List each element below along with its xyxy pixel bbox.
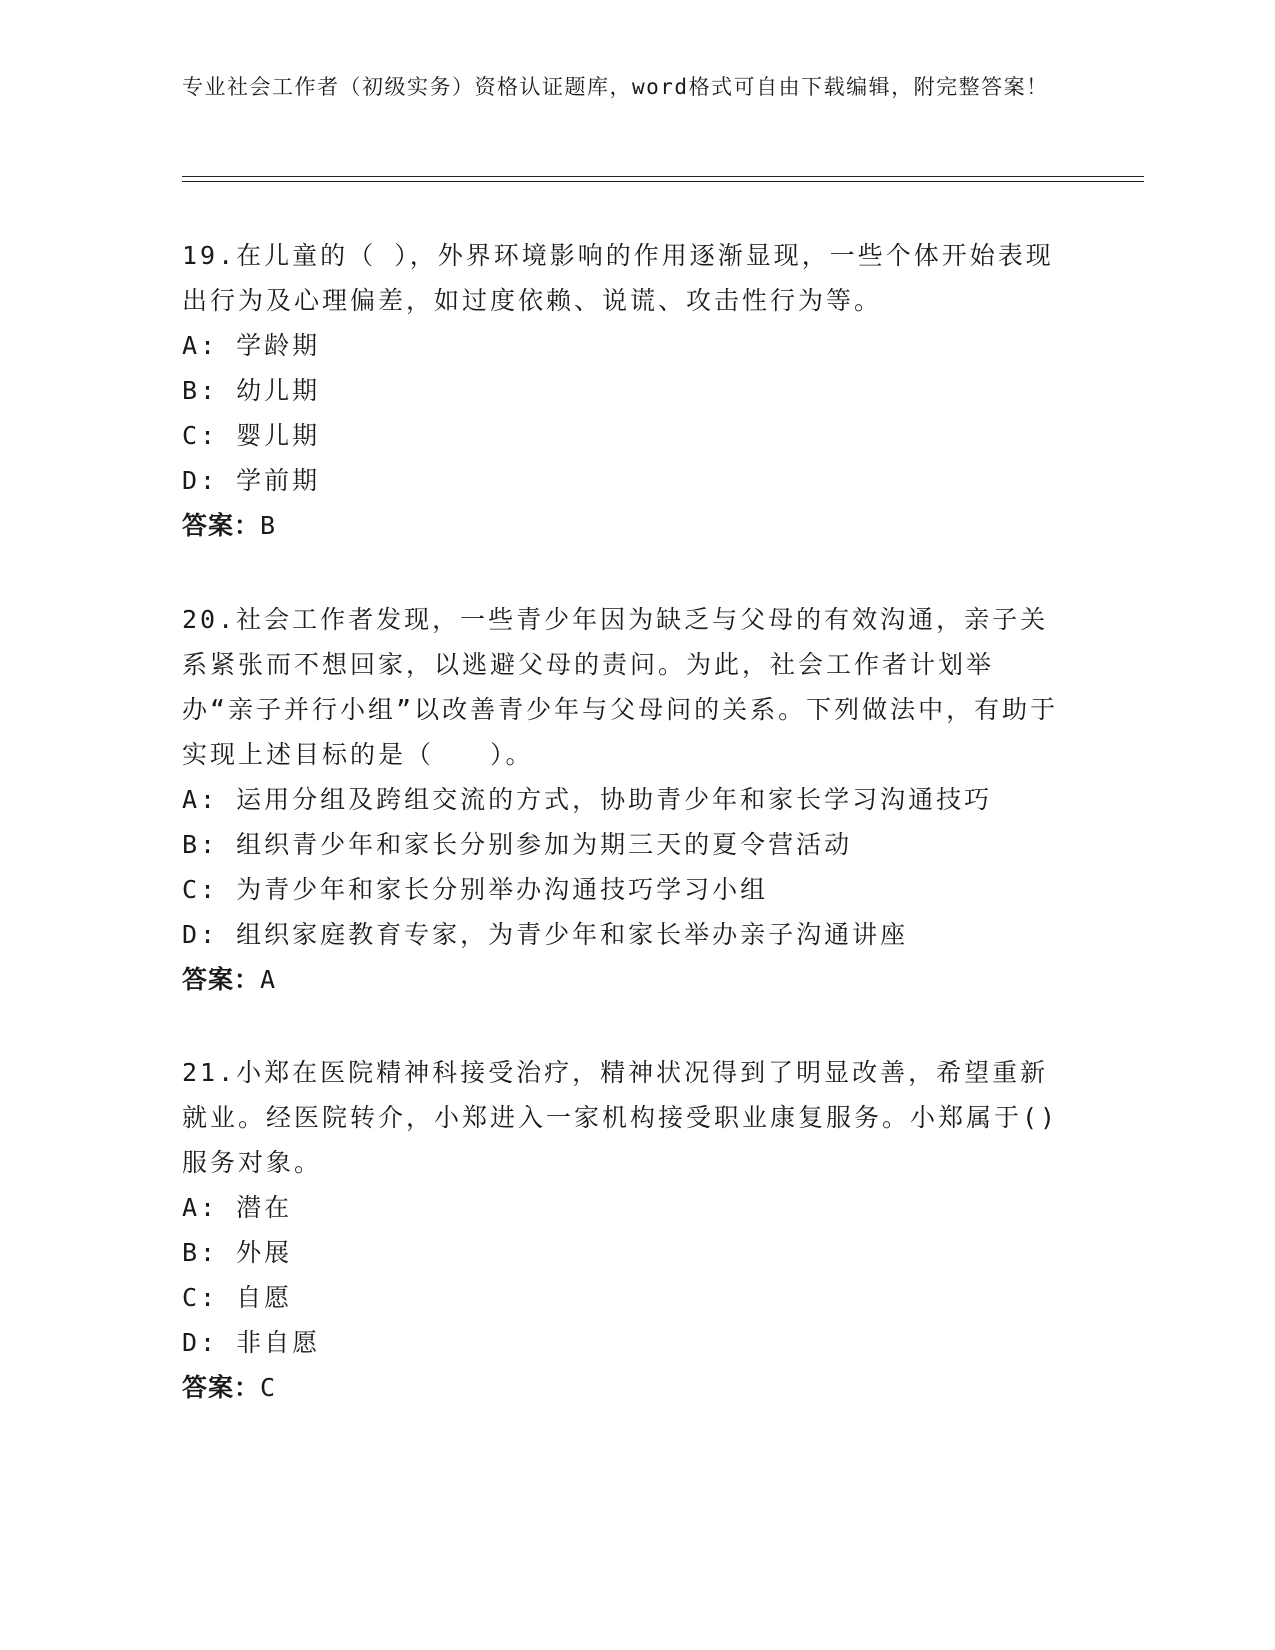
option-d: D: 学前期 [182, 466, 321, 495]
option-d: D: 非自愿 [182, 1328, 321, 1357]
option-b: B: 外展 [182, 1238, 293, 1267]
option-b: B: 幼儿期 [182, 376, 321, 405]
document-header: 专业社会工作者（初级实务）资格认证题库，word格式可自由下载编辑，附完整答案！ [182, 75, 1049, 99]
option-a: A: 潜在 [182, 1193, 293, 1222]
option-a: A: 运用分组及跨组交流的方式，协助青少年和家长学习沟通技巧 [182, 785, 993, 814]
option-d: D: 组织家庭教育专家，为青少年和家长举办亲子沟通讲座 [182, 920, 909, 949]
question-21 [182, 1050, 1062, 1410]
option-a: A: 学龄期 [182, 331, 321, 360]
answer-value: C [260, 1373, 277, 1402]
question-stem: 21.小郑在医院精神科接受治疗，精神状况得到了明显改善，希望重新就业。经医院转介，小郑进入一家机构接受职业康复服务。小郑属于()服务对象。 [182, 1058, 1059, 1177]
question-19 [182, 233, 1062, 548]
option-c: C: 自愿 [182, 1283, 293, 1312]
answer-value: A [260, 965, 277, 994]
answer-label: 答案： [182, 511, 261, 540]
answer-line [182, 503, 1062, 548]
header-divider-bottom [182, 181, 1144, 182]
option-b: B: 组织青少年和家长分别参加为期三天的夏令营活动 [182, 830, 853, 859]
option-c: C: 婴儿期 [182, 421, 321, 450]
answer-label: 答案： [182, 1373, 261, 1402]
header-divider-top [182, 176, 1144, 177]
answer-line [182, 957, 1062, 1002]
question-20 [182, 597, 1062, 1002]
question-stem: 19.在儿童的（ ），外界环境影响的作用逐渐显现，一些个体开始表现出行为及心理偏差，如过度依赖、说谎、攻击性行为等。 [182, 241, 1054, 315]
question-stem: 20.社会工作者发现，一些青少年因为缺乏与父母的有效沟通，亲子关系紧张而不想回家，以逃避父母的责问。为此，社会工作者计划举办“亲子并行小组”以改善青少年与父母问的关系。下列做法中，有助于实现上述目标的是（ ）。 [182, 605, 1059, 769]
answer-label: 答案： [182, 965, 261, 994]
answer-line [182, 1365, 1062, 1410]
option-c: C: 为青少年和家长分别举办沟通技巧学习小组 [182, 875, 769, 904]
answer-value: B [260, 511, 277, 540]
